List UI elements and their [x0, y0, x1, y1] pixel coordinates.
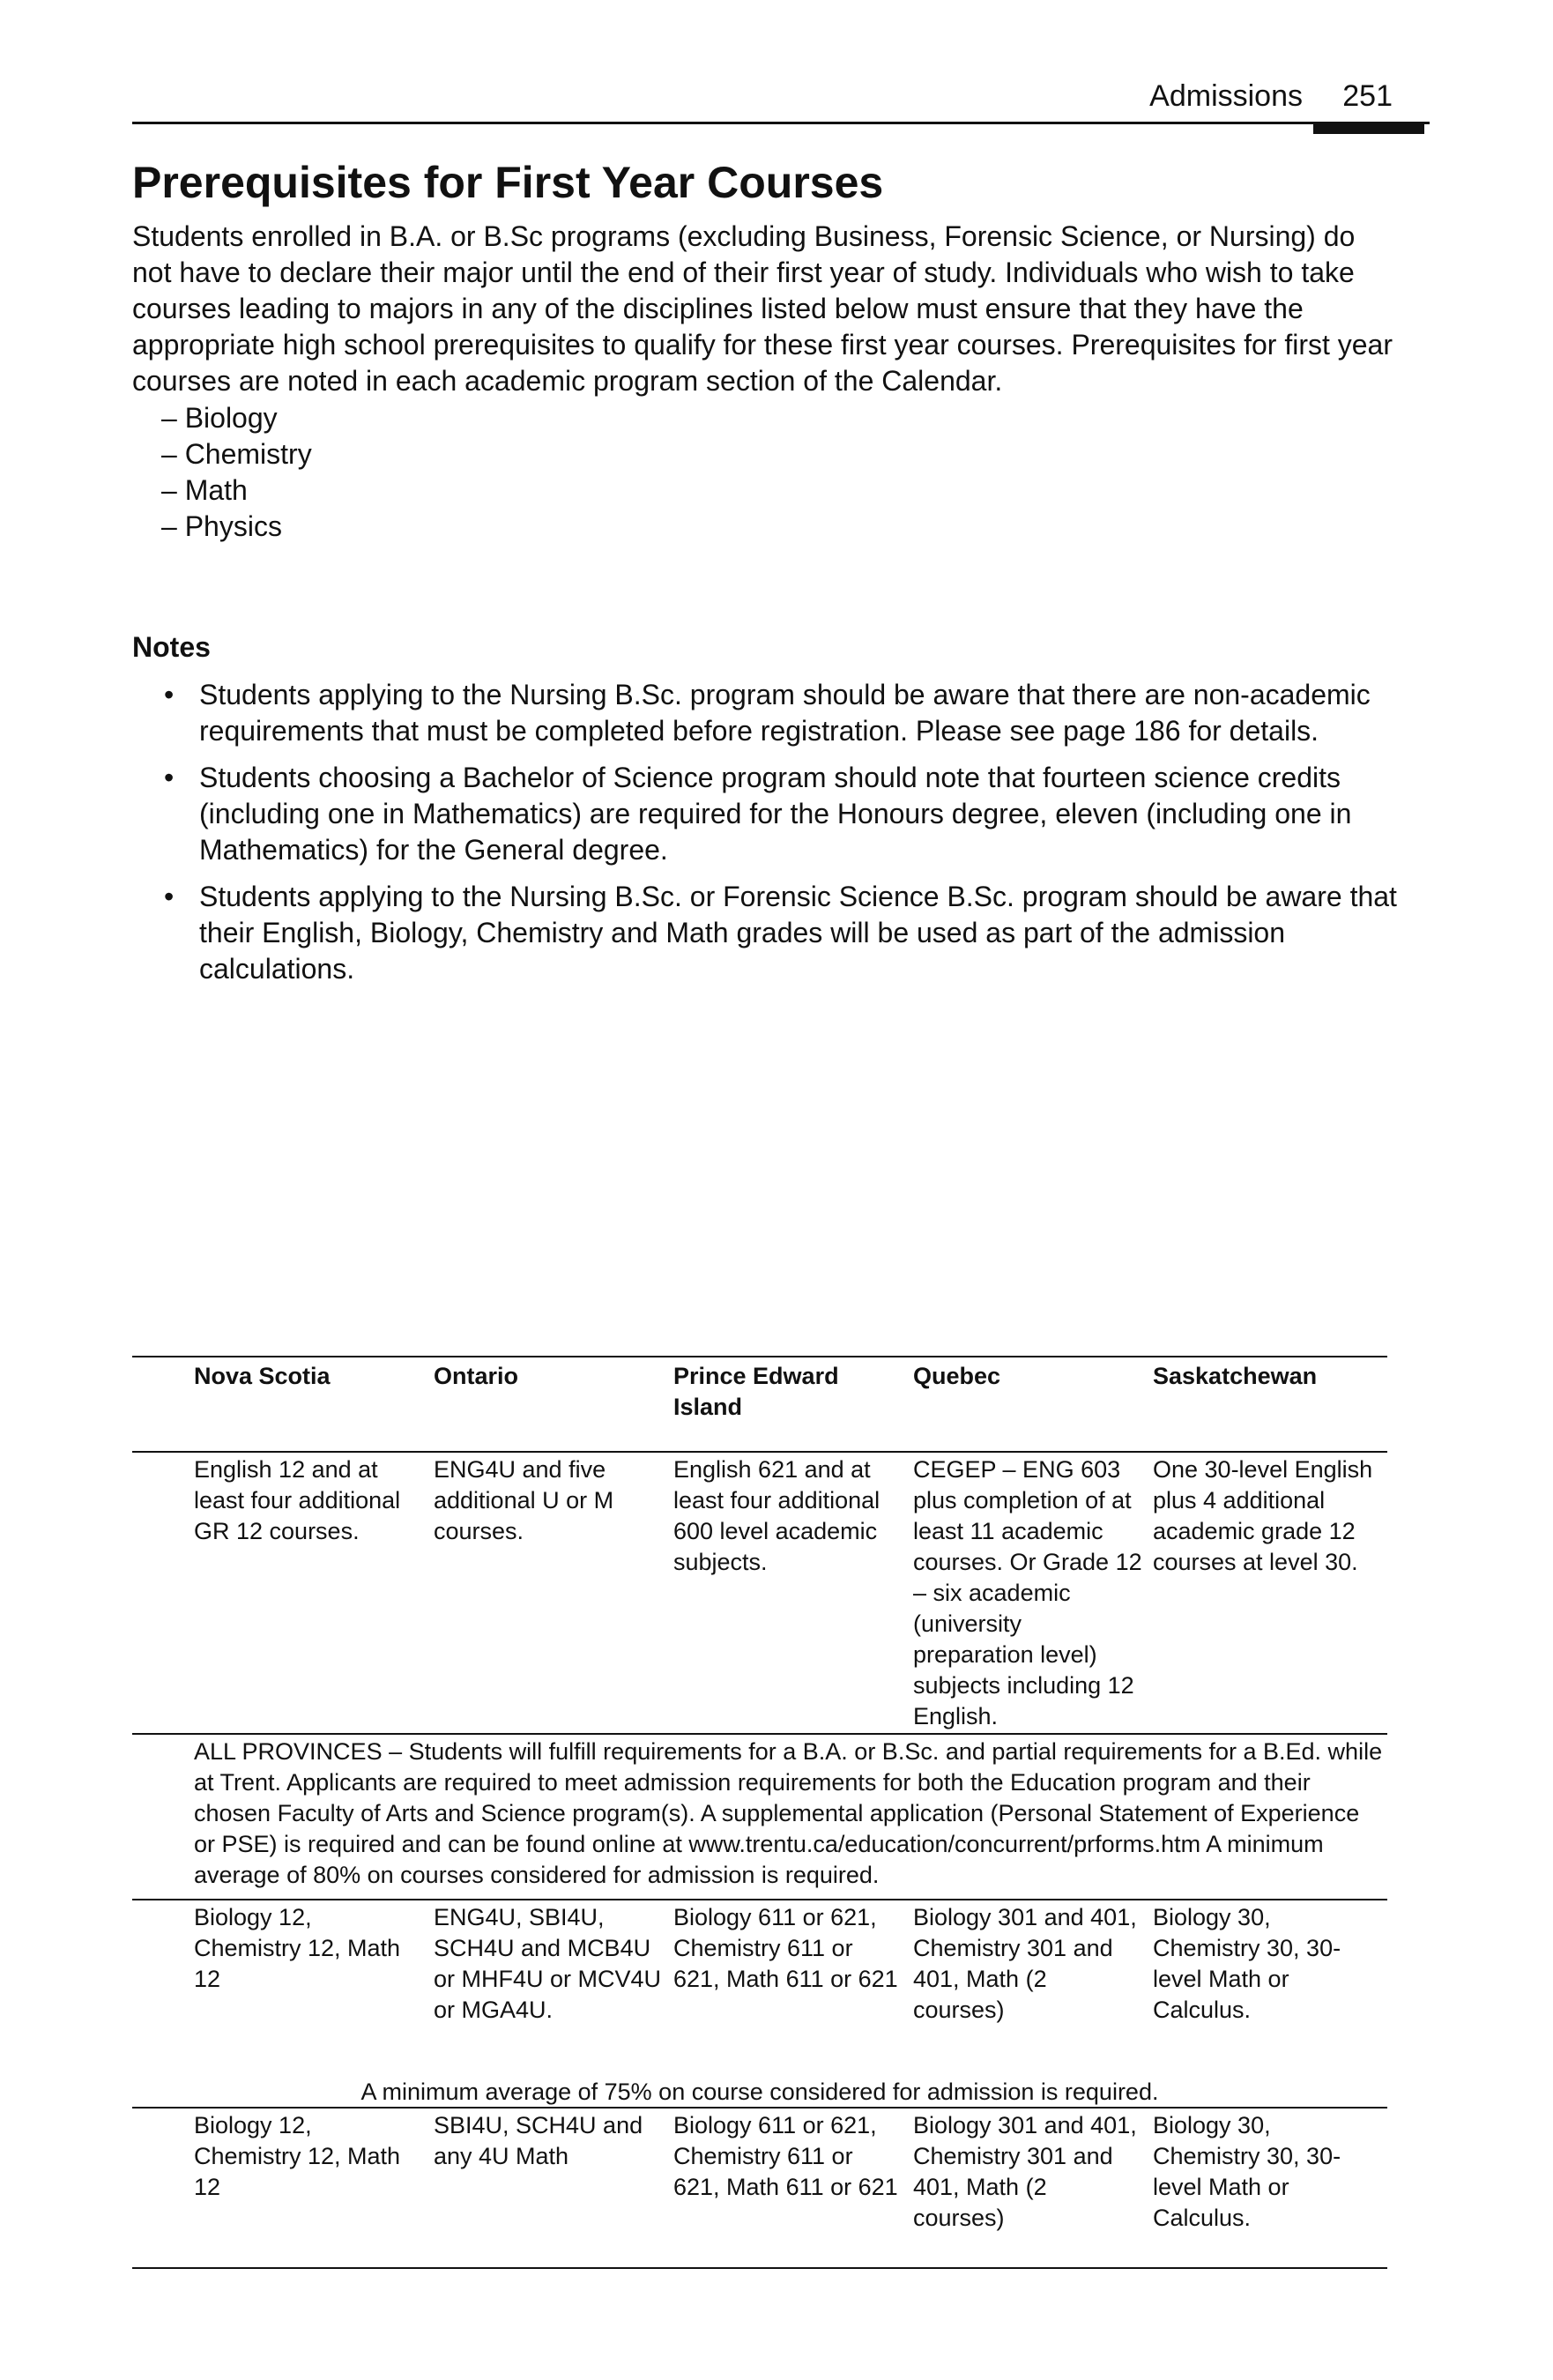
discipline-item: – Chemistry	[161, 438, 312, 470]
table-cell: Biology 611 or 621, Chemistry 611 or 621, Math 611 or 621	[673, 1904, 898, 1992]
note-text: Students applying to the Nursing B.Sc. or Forensic Science B.Sc. program should be aware that their English, Biology, Chemistry and Math grades will be used as part of the admission calculations.	[199, 881, 1397, 985]
discipline-list	[161, 400, 312, 545]
table-cell: Biology 12, Chemistry 12, Math 12	[194, 1904, 401, 1992]
intro-paragraph: Students enrolled in B.A. or B.Sc programs (excluding Business, Forensic Science, or Nursing) do not have to declare their major until the end of their first year of study. Individuals who wish to take courses leading to majors in any of the disciplines listed below must ensure that they have the appropriate high school prerequisites to qualify for these first year courses. Prerequisites for first year courses are noted in each academic program section of the Calendar.	[132, 220, 1393, 397]
table-rule	[132, 2107, 1387, 2109]
notes-list	[132, 677, 1410, 998]
table-rule	[132, 2267, 1387, 2269]
notes-heading: Notes	[132, 631, 211, 663]
table-cell: SBI4U, SCH4U and any 4U Math	[434, 2112, 643, 2169]
header-rule	[132, 122, 1430, 124]
table-cell: ENG4U, SBI4U, SCH4U and MCB4U or MHF4U or MCV4U or MGA4U.	[434, 1904, 662, 2023]
bullet: •	[164, 679, 175, 710]
bullet: •	[164, 881, 175, 912]
running-head	[132, 78, 1428, 122]
column-header: Ontario	[434, 1363, 519, 1389]
column-header: Saskatchewan	[1153, 1363, 1318, 1389]
running-head-section: Admissions	[1149, 79, 1303, 113]
header-bar	[1313, 123, 1424, 134]
table-rule	[132, 1356, 1387, 1357]
table-cell: Biology 301 and 401, Chemistry 301 and 401, Math (2 courses)	[913, 1904, 1137, 2023]
bullet: •	[164, 762, 175, 793]
table-cell: English 621 and at least four additional 600 level academic subjects.	[673, 1456, 881, 1575]
page-number: 251	[1342, 79, 1393, 113]
note-item	[132, 760, 1410, 868]
table-cell: ENG4U and five additional U or M courses.	[434, 1456, 614, 1544]
minimum-average-note: A minimum average of 75% on course considered for admission is required.	[360, 2079, 1159, 2105]
table-cell: Biology 30, Chemistry 30, 30-level Math or Calculus.	[1153, 2112, 1341, 2231]
table-rule	[132, 1899, 1387, 1900]
column-header: Prince Edward Island	[673, 1363, 839, 1420]
note-text: Students applying to the Nursing B.Sc. program should be aware that there are non-academic requirements that must be completed before registration. Please see page 186 for details.	[199, 679, 1371, 747]
table-cell: CEGEP – ENG 603 plus completion of at least 11 academic courses. Or Grade 12 – six academic (university preparation level) subjects including 12 English.	[913, 1456, 1142, 1729]
column-header: Nova Scotia	[194, 1363, 331, 1389]
note-item	[132, 677, 1410, 749]
note-text: Students choosing a Bachelor of Science program should note that fourteen science credits (including one in Mathematics) are required for the Honours degree, eleven (including one in Mathematics) for the General degree.	[199, 762, 1352, 866]
discipline-item: – Biology	[161, 402, 278, 434]
page-title: Prerequisites for First Year Courses	[132, 158, 884, 207]
table-cell: Biology 30, Chemistry 30, 30-level Math or Calculus.	[1153, 1904, 1341, 2023]
table-cell: Biology 301 and 401, Chemistry 301 and 401, Math (2 courses)	[913, 2112, 1137, 2231]
table-cell: Biology 611 or 621, Chemistry 611 or 621, Math 611 or 621	[673, 2112, 898, 2200]
all-provinces-note: ALL PROVINCES – Students will fulfill requirements for a B.A. or B.Sc. and partial requirements for a B.Ed. while at Trent. Applicants are required to meet admission requirements for both the Education program and their chosen Faculty of Arts and Science program(s). A supplemental application (Personal Statement of Experience or PSE) is required and can be found online at www.trentu.ca/education/concurrent/prforms.htm A minimum average of 80% on courses considered for admission is required.	[194, 1738, 1383, 1888]
table-cell: English 12 and at least four additional GR 12 courses.	[194, 1456, 401, 1544]
discipline-item: – Math	[161, 474, 248, 506]
note-item	[132, 879, 1410, 987]
table-rule	[132, 1733, 1387, 1735]
table-rule	[132, 1451, 1387, 1453]
column-header: Quebec	[913, 1363, 1001, 1389]
discipline-item: – Physics	[161, 510, 282, 542]
table-cell: Biology 12, Chemistry 12, Math 12	[194, 2112, 401, 2200]
table-cell: One 30-level English plus 4 additional academic grade 12 courses at level 30.	[1153, 1456, 1373, 1575]
